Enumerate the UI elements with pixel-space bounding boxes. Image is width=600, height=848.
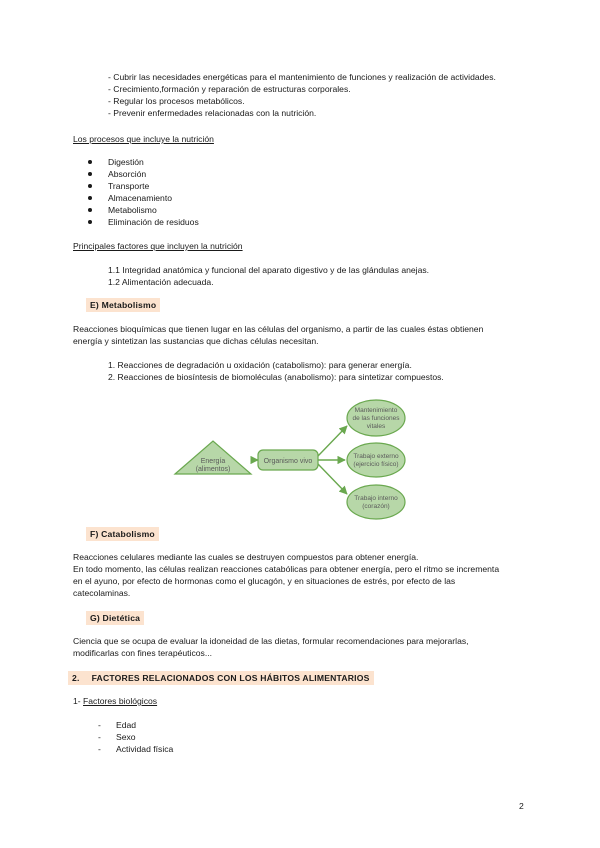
section-title: FACTORES RELACIONADOS CON LOS HÁBITOS ALIMENTARIOS: [91, 673, 370, 683]
list-item: - Actividad física: [98, 744, 174, 754]
factor-item: 1.1 Integridad anatómica y funcional del aparato digestivo y de las glándulas anejas.: [108, 265, 430, 275]
svg-text:de las funciones: de las funciones: [352, 415, 400, 422]
metabolismo-label: E) Metabolismo: [86, 298, 160, 312]
objectives-list: [108, 71, 496, 119]
list-item: Digestión: [108, 156, 199, 168]
metabolism-type-item: 1. Reacciones de degradación u oxidación (catabolismo): para generar energía.: [108, 360, 412, 370]
page-number: 2: [519, 801, 524, 811]
objective-item: - Regular los procesos metabólicos.: [108, 96, 245, 106]
list-item: Eliminación de residuos: [108, 216, 199, 228]
organismo-label: Organismo vivo: [263, 458, 313, 465]
catabolismo-definition: Reacciones celulares mediante las cuales se destruyen compuestos para obtener energía. En todo momento, las células realizan reacciones catabólicas para obtener energía, pero el ritmo se incrementa en el ayuno, por efecto de hormonas como el glucagón, y en situaciones de estrés, por efecto de las catecolaminas.: [73, 552, 500, 598]
svg-text:(ejercicio físico): (ejercicio físico): [353, 461, 399, 468]
factor-item: 1.2 Alimentación adecuada.: [108, 277, 214, 287]
objective-item: - Prevenir enfermedades relacionadas con la nutrición.: [108, 108, 317, 118]
list-item: Almacenamiento: [108, 192, 199, 204]
metabolismo-types: [108, 359, 444, 383]
catabolismo-label: F) Catabolismo: [86, 527, 159, 541]
factors-list: [108, 264, 429, 288]
list-item: Absorción: [108, 168, 199, 180]
svg-text:Mantenimiento: Mantenimiento: [354, 407, 398, 414]
processes-list: [108, 156, 199, 228]
arrow-to-trabajo-interno: [318, 464, 347, 494]
svg-text:Trabajo interno: Trabajo interno: [354, 495, 398, 502]
list-item: - Sexo: [98, 732, 136, 742]
dietetica-definition: Ciencia que se ocupa de evaluar la idoneidad de las dietas, formular recomendaciones para mejorarlas, modificarlas con fines terapéuticos...: [73, 636, 469, 658]
energia-sublabel: (alimentos): [195, 466, 231, 473]
list-item: - Edad: [98, 720, 137, 730]
dietetica-label: G) Dietética: [86, 611, 144, 625]
metabolism-type-item: 2. Reacciones de biosíntesis de biomoléculas (anabolismo): para sintetizar compuestos.: [108, 372, 444, 382]
objective-item: - Crecimiento,formación y reparación de estructuras corporales.: [108, 84, 351, 94]
svg-text:vitales: vitales: [366, 423, 386, 430]
biological-list: [98, 719, 174, 755]
energy-flow-diagram: [170, 398, 420, 524]
list-item: Metabolismo: [108, 204, 199, 216]
energia-label: Energía: [200, 458, 226, 465]
biological-heading: 1- Factores biológicos: [73, 696, 158, 706]
trabajo-interno-ellipse: [347, 485, 405, 519]
section-number: 2.: [72, 673, 80, 683]
trabajo-externo-ellipse: [347, 443, 405, 477]
svg-text:(corazón): (corazón): [362, 503, 390, 510]
objective-item: - Cubrir las necesidades energéticas para el mantenimiento de funciones y realización de actividades.: [108, 72, 496, 82]
processes-heading: Los procesos que incluye la nutrición: [73, 134, 214, 144]
metabolismo-definition: Reacciones bioquímicas que tienen lugar en las células del organismo, a partir de las cuales éstas obtienen energía y sintetizan las sustancias que dichas células necesitan.: [73, 324, 484, 346]
arrow-to-mantenimiento: [318, 426, 347, 456]
svg-text:Trabajo externo: Trabajo externo: [353, 453, 399, 460]
section-2-heading: [68, 671, 374, 685]
list-item: Transporte: [108, 180, 199, 192]
factors-heading: Principales factores que incluyen la nutrición: [73, 241, 243, 251]
